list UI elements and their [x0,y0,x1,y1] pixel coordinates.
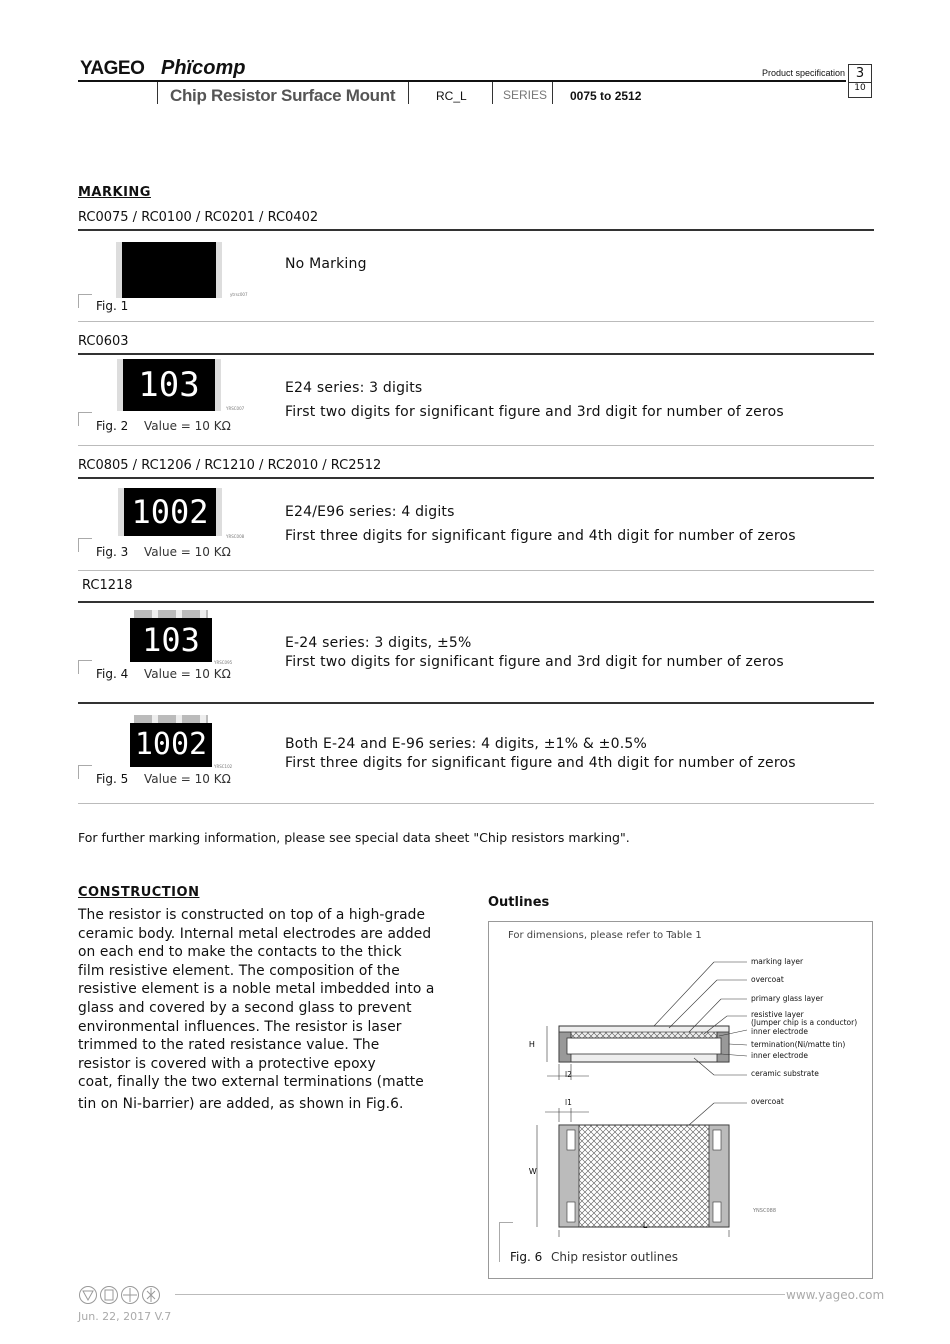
dim-w: W [529,1167,537,1176]
label-inner-electrode-2: inner electrode [751,1051,808,1060]
marking-desc-3a: E24/E96 series: 4 digits [285,504,455,520]
footer-rule [175,1294,785,1295]
certification-icons [78,1285,174,1305]
series-code: RC_L [436,89,467,103]
marking-desc-4a: E-24 series: 3 digits, ±5% [285,635,472,651]
fig-label-3: Fig. 3 [96,545,129,559]
header-rule [78,80,846,82]
label-overcoat: overcoat [751,975,784,984]
footer-url[interactable]: www.yageo.com [786,1288,885,1302]
construction-line: tin on Ni-barrier) are added, as shown in Fig.6. [78,1095,404,1112]
marking-desc-2b: First two digits for significant figure and 3rd digit for number of zeros [285,404,784,420]
fig-label-6: Fig. 6 [510,1250,543,1264]
construction-line: trimmed to the rated resistance value. The [78,1037,380,1054]
group-title-3: RC0805 / RC1206 / RC1210 / RC2010 / RC2512 [78,458,382,473]
fig-label-5: Fig. 5 [96,772,129,786]
total-pages: 10 [854,83,866,93]
outline-figure [488,921,873,1279]
marking-desc-4b: First two digits for significant figure and 3rd digit for number of zeros [285,654,784,670]
construction-line: coat, finally the two external terminations (matte [78,1074,424,1091]
page-number: 3 [855,66,865,81]
fig-label-1: Fig. 1 [96,299,129,313]
outline-note: For dimensions, please refer to Table 1 [508,930,702,941]
construction-line: glass and covered by a second glass to prevent [78,999,412,1016]
marking-desc-2a: E24 series: 3 digits [285,380,423,396]
chip-image-2 [117,359,221,411]
chip-image-1 [116,242,222,298]
label-primary-glass: primary glass layer [751,994,824,1003]
footer-date: Jun. 22, 2017 V.7 [78,1310,172,1323]
construction-line: ceramic body. Internal metal electrodes are added [78,925,432,942]
construction-line: film resistive element. The composition of the [78,962,400,979]
marking-note: For further marking information, please see special data sheet "Chip resistors marking". [78,830,630,845]
chip-marking-4: 103 [130,618,212,662]
series-label: SERIES [503,88,548,102]
construction-line: environmental influences. The resistor is laser [78,1018,402,1035]
fig-code-2: YRSC007 [226,406,245,411]
dim-l1: l1 [565,1098,572,1107]
label-ceramic-substrate: ceramic substrate [751,1069,819,1078]
fig-code-3: YRSC008 [226,534,245,539]
chip-marking-5: 1002 [130,723,212,767]
chip-marking-3: 1002 [124,488,216,536]
group-title-4: RC1218 [82,578,133,593]
marking-heading: MARKING [78,185,151,200]
construction-line: The resistor is constructed on top of a high-grade [78,907,426,923]
dim-l2: l2 [565,1070,572,1079]
chip-marking-2: 103 [123,359,215,411]
label-termination: termination(Ni/matte tin) [751,1040,846,1049]
doc-title: Chip Resistor Surface Mount [170,86,396,105]
fig-code-1: ytrsc007 [230,292,248,297]
marking-desc-1: No Marking [285,256,367,272]
brand-logo: YAGEO [80,58,145,79]
outlines-heading: Outlines [488,895,550,910]
product-spec-label: Product specification [761,68,845,78]
fig-value-4: Value = 10 KΩ [144,667,231,681]
group-title-2: RC0603 [78,334,129,349]
fig-code-5: YRSC102 [214,764,233,769]
brand-sub-logo: Phïcomp [161,57,246,79]
fig-value-2: Value = 10 KΩ [144,419,231,433]
outline-drawing [489,922,872,1278]
size-range: 0075 to 2512 [570,89,642,103]
chip-image-3 [118,488,222,536]
marking-desc-5a: Both E-24 and E-96 series: 4 digits, ±1% & ±0.5% [285,736,647,752]
fig-value-3: Value = 10 KΩ [144,545,231,559]
chip-image-5 [130,715,212,767]
fig-label-2: Fig. 2 [96,419,129,433]
construction-line: resistor is covered with a protective epoxy [78,1055,376,1072]
label-marking-layer: marking layer [751,957,804,966]
label-inner-electrode-1: inner electrode [751,1027,808,1036]
marking-desc-3b: First three digits for significant figure and 4th digit for number of zeros [285,528,796,544]
outline-code: YNSC088 [753,1208,777,1214]
fig-code-4: YRSC095 [214,660,233,665]
construction-body [78,906,448,1114]
construction-line: on each end to make the contacts to the thick [78,944,402,961]
label-resistive-layer: resistive layer [751,1010,804,1019]
fig-value-5: Value = 10 KΩ [144,772,231,786]
page-number-box [848,64,872,98]
construction-heading: CONSTRUCTION [78,885,200,900]
label-jumper-note: (Jumper chip is a conductor) [751,1018,858,1027]
fig-label-4: Fig. 4 [96,667,129,681]
construction-line: resistive element is a noble metal imbedded into a [78,981,435,998]
dim-l: L [643,1221,648,1230]
fig-caption-6: Chip resistor outlines [551,1250,678,1264]
label-overcoat-top: overcoat [751,1097,784,1106]
marking-desc-5b: First three digits for significant figure and 4th digit for number of zeros [285,755,796,771]
chip-image-4 [130,610,212,662]
group-title-1: RC0075 / RC0100 / RC0201 / RC0402 [78,210,319,225]
dim-h: H [529,1040,535,1049]
